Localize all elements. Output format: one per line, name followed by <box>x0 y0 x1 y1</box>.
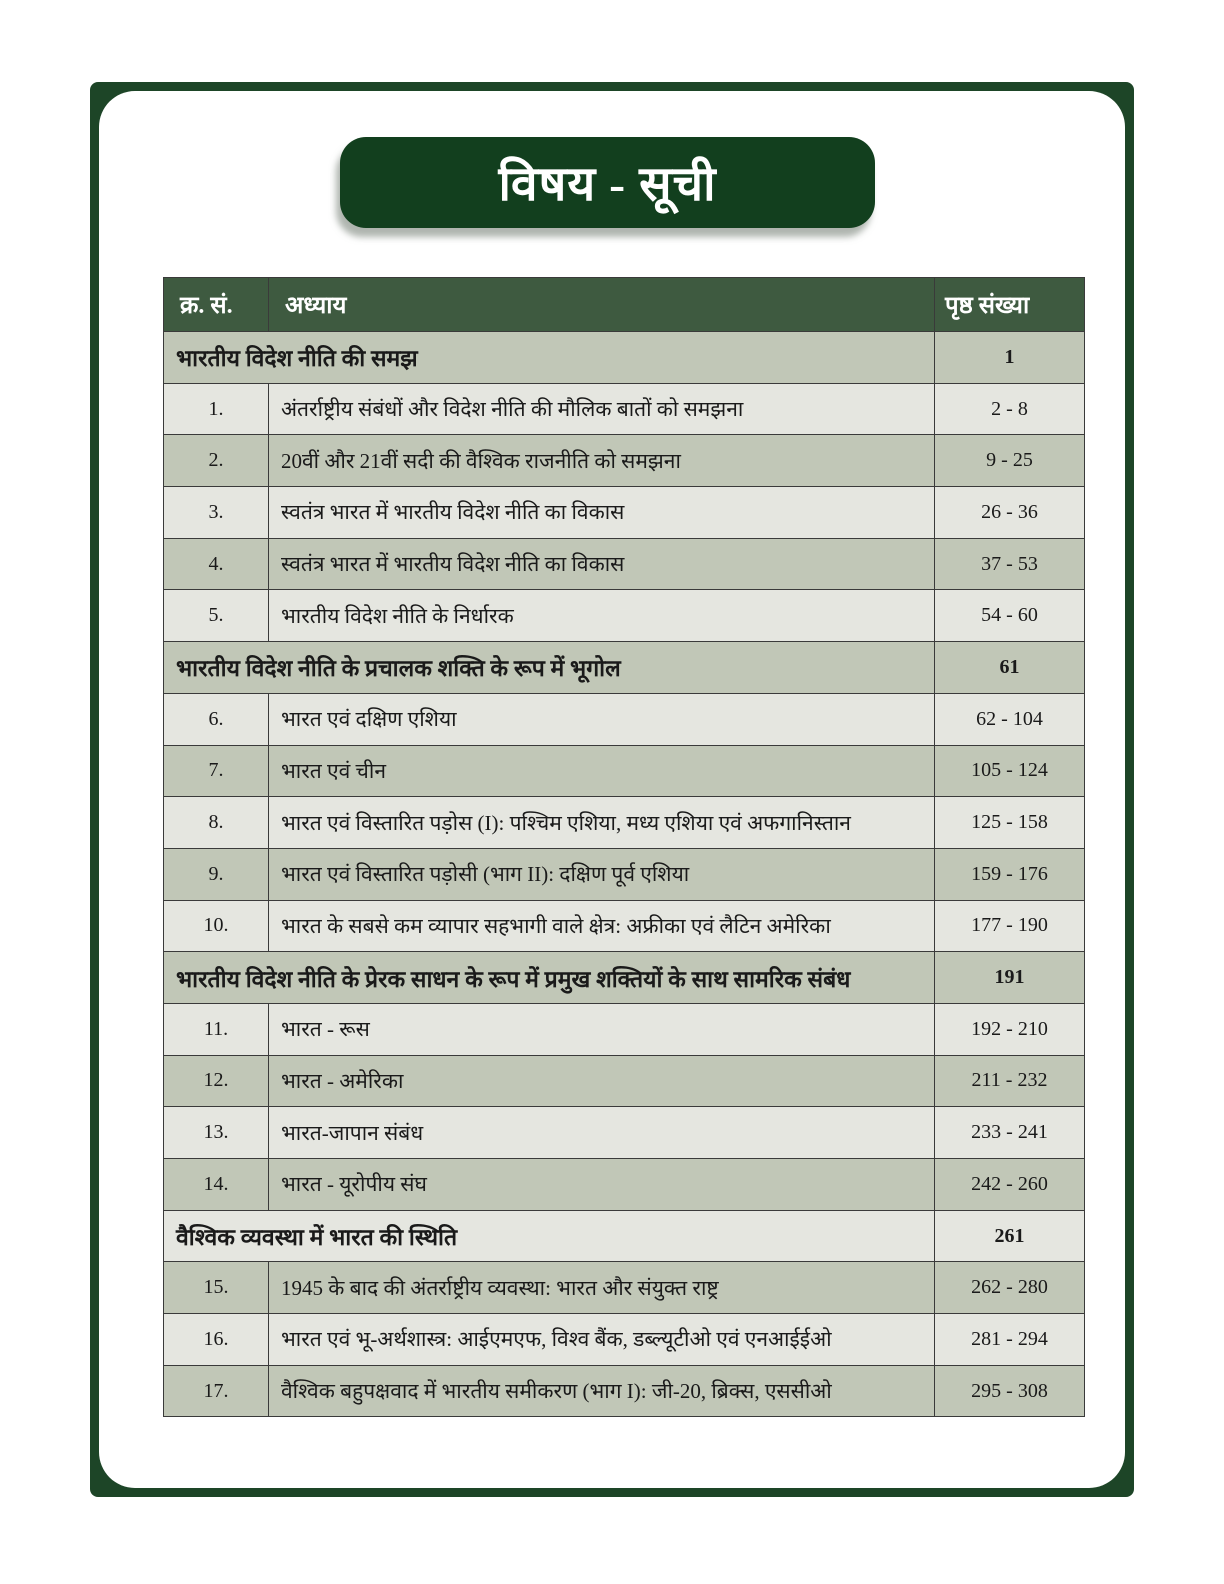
chapter-pages: 2 - 8 <box>935 383 1085 435</box>
chapter-row <box>164 383 1085 435</box>
chapter-serial: 14. <box>164 1159 269 1211</box>
chapter-row <box>164 435 1085 487</box>
header-pages: पृष्ठ संख्या <box>935 278 1085 332</box>
header-serial: क्र. सं. <box>164 278 269 332</box>
chapter-title: वैश्विक बहुपक्षवाद में भारतीय समीकरण (भाग I): जी-20, ब्रिक्स, एससीओ <box>269 1365 935 1417</box>
chapter-serial: 6. <box>164 693 269 745</box>
chapter-serial: 11. <box>164 1003 269 1055</box>
chapter-pages: 9 - 25 <box>935 435 1085 487</box>
chapter-title: 20वीं और 21वीं सदी की वैश्विक राजनीति को समझना <box>269 435 935 487</box>
chapter-row <box>164 590 1085 642</box>
chapter-serial: 4. <box>164 538 269 590</box>
chapter-serial: 13. <box>164 1107 269 1159</box>
chapter-pages: 262 - 280 <box>935 1262 1085 1314</box>
toc-table-body <box>164 332 1085 1417</box>
chapter-title: भारत - अमेरिका <box>269 1055 935 1107</box>
chapter-title: भारत-जापान संबंध <box>269 1107 935 1159</box>
section-row <box>164 1210 1085 1262</box>
page-title: विषय - सूची <box>498 158 717 211</box>
chapter-pages: 233 - 241 <box>935 1107 1085 1159</box>
chapter-pages: 281 - 294 <box>935 1314 1085 1366</box>
chapter-serial: 17. <box>164 1365 269 1417</box>
chapter-pages: 37 - 53 <box>935 538 1085 590</box>
chapter-serial: 3. <box>164 487 269 539</box>
chapter-pages: 125 - 158 <box>935 797 1085 849</box>
chapter-row <box>164 1159 1085 1211</box>
section-row <box>164 642 1085 694</box>
chapter-serial: 1. <box>164 383 269 435</box>
chapter-title: 1945 के बाद की अंतर्राष्ट्रीय व्यवस्था: भारत और संयुक्त राष्ट्र <box>269 1262 935 1314</box>
chapter-pages: 105 - 124 <box>935 745 1085 797</box>
chapter-serial: 12. <box>164 1055 269 1107</box>
chapter-pages: 54 - 60 <box>935 590 1085 642</box>
section-title: भारतीय विदेश नीति के प्रेरक साधन के रूप में प्रमुख शक्तियों के साथ सामरिक संबंध <box>164 952 935 1004</box>
chapter-pages: 62 - 104 <box>935 693 1085 745</box>
chapter-pages: 295 - 308 <box>935 1365 1085 1417</box>
document-frame <box>90 82 1134 1497</box>
header-chapter: अध्याय <box>269 278 935 332</box>
chapter-pages: 177 - 190 <box>935 900 1085 952</box>
chapter-title: भारत - यूरोपीय संघ <box>269 1159 935 1211</box>
chapter-title: स्वतंत्र भारत में भारतीय विदेश नीति का विकास <box>269 538 935 590</box>
chapter-title: भारत एवं विस्तारित पड़ोसी (भाग II): दक्षिण पूर्व एशिया <box>269 848 935 900</box>
section-pages: 1 <box>935 332 1085 384</box>
chapter-serial: 9. <box>164 848 269 900</box>
content-card <box>99 91 1125 1488</box>
chapter-row <box>164 745 1085 797</box>
chapter-row <box>164 693 1085 745</box>
chapter-title: भारत एवं भू-अर्थशास्त्र: आईएमएफ, विश्व बैंक, डब्ल्यूटीओ एवं एनआईईओ <box>269 1314 935 1366</box>
chapter-row <box>164 538 1085 590</box>
section-pages: 191 <box>935 952 1085 1004</box>
chapter-row <box>164 487 1085 539</box>
section-pages: 61 <box>935 642 1085 694</box>
chapter-row <box>164 1107 1085 1159</box>
chapter-row <box>164 1365 1085 1417</box>
chapter-row <box>164 900 1085 952</box>
chapter-pages: 242 - 260 <box>935 1159 1085 1211</box>
chapter-pages: 26 - 36 <box>935 487 1085 539</box>
chapter-serial: 8. <box>164 797 269 849</box>
chapter-title: भारत एवं विस्तारित पड़ोस (I): पश्चिम एशिया, मध्य एशिया एवं अफगानिस्तान <box>269 797 935 849</box>
chapter-serial: 2. <box>164 435 269 487</box>
section-title: भारतीय विदेश नीति के प्रचालक शक्ति के रूप में भूगोल <box>164 642 935 694</box>
chapter-title: भारतीय विदेश नीति के निर्धारक <box>269 590 935 642</box>
section-row <box>164 952 1085 1004</box>
section-row <box>164 332 1085 384</box>
chapter-row <box>164 1262 1085 1314</box>
chapter-serial: 15. <box>164 1262 269 1314</box>
chapter-title: भारत एवं दक्षिण एशिया <box>269 693 935 745</box>
chapter-row <box>164 848 1085 900</box>
chapter-title: स्वतंत्र भारत में भारतीय विदेश नीति का विकास <box>269 487 935 539</box>
chapter-serial: 16. <box>164 1314 269 1366</box>
chapter-title: भारत - रूस <box>269 1003 935 1055</box>
section-title: वैश्विक व्यवस्था में भारत की स्थिति <box>164 1210 935 1262</box>
title-banner <box>340 137 875 228</box>
chapter-pages: 159 - 176 <box>935 848 1085 900</box>
chapter-serial: 10. <box>164 900 269 952</box>
chapter-title: भारत एवं चीन <box>269 745 935 797</box>
chapter-serial: 7. <box>164 745 269 797</box>
chapter-row <box>164 1003 1085 1055</box>
chapter-pages: 192 - 210 <box>935 1003 1085 1055</box>
chapter-row <box>164 797 1085 849</box>
toc-table <box>163 277 1085 1417</box>
chapter-row <box>164 1055 1085 1107</box>
section-pages: 261 <box>935 1210 1085 1262</box>
chapter-title: भारत के सबसे कम व्यापार सहभागी वाले क्षेत्र: अफ्रीका एवं लैटिन अमेरिका <box>269 900 935 952</box>
chapter-row <box>164 1314 1085 1366</box>
table-header-row <box>164 278 1085 332</box>
section-title: भारतीय विदेश नीति की समझ <box>164 332 935 384</box>
chapter-pages: 211 - 232 <box>935 1055 1085 1107</box>
chapter-title: अंतर्राष्ट्रीय संबंधों और विदेश नीति की मौलिक बातों को समझना <box>269 383 935 435</box>
chapter-serial: 5. <box>164 590 269 642</box>
